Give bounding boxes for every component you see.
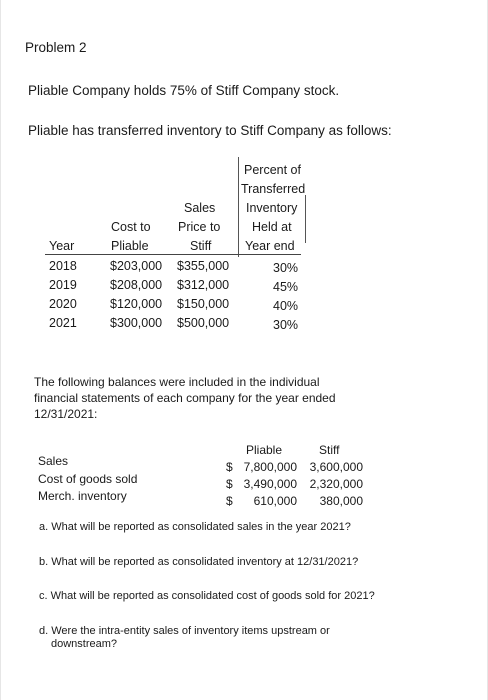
pliable-value: 3,490,000 [243, 477, 297, 491]
header-price-line3: Stiff [190, 239, 212, 253]
transfer-intro: Pliable has transferred inventory to Stiff Company as follows: [28, 123, 392, 138]
header-price-line1: Sales [184, 201, 216, 215]
header-percent-line5: Year end [245, 239, 295, 253]
header-percent-line4: Held at [252, 220, 292, 234]
header-price-line2: Price to [178, 220, 221, 234]
row-cost: $208,000 [110, 278, 163, 292]
row-percent: 30% [273, 261, 299, 275]
question-d-line2: downstream? [51, 638, 118, 650]
row-price: $312,000 [177, 278, 230, 292]
header-cost-line1: Cost to [111, 220, 151, 234]
header-percent-line2: Transferred [241, 182, 306, 196]
header-percent-line1: Percent of [244, 163, 301, 177]
header-year: Year [49, 239, 75, 253]
column-header-pliable: Pliable [246, 443, 283, 457]
dollar-sign: $ [226, 494, 233, 508]
ownership-statement: Pliable Company holds 75% of Stiff Company stock. [28, 83, 340, 98]
table-divider-line [238, 157, 239, 257]
row-price: $150,000 [177, 297, 230, 311]
pliable-value: 610,000 [253, 494, 297, 508]
header-cost-line2: Pliable [111, 239, 149, 253]
balances-intro-line1: The following balances were included in the individual [34, 375, 320, 389]
row-percent: 40% [273, 299, 299, 313]
balances-intro-line2: financial statements of each company for the year ended [34, 391, 336, 405]
row-year: 2020 [49, 297, 77, 311]
row-price: $355,000 [177, 259, 230, 273]
row-year: 2019 [49, 278, 77, 292]
header-underline [45, 254, 301, 255]
row-cost: $300,000 [110, 316, 163, 330]
row-cost: $120,000 [110, 297, 163, 311]
column-header-stiff: Stiff [319, 443, 340, 457]
question-d-line1: d. Were the intra-entity sales of inventory items upstream or [39, 625, 330, 637]
row-cost: $203,000 [110, 259, 163, 273]
stiff-value: 380,000 [319, 494, 363, 508]
question-a: a. What will be reported as consolidated sales in the year 2021? [39, 521, 351, 533]
row-price: $500,000 [177, 316, 230, 330]
table-divider-line [305, 195, 306, 243]
dollar-sign: $ [226, 477, 233, 491]
question-c: c. What will be reported as consolidated cost of goods sold for 2021? [39, 590, 375, 602]
row-year: 2021 [49, 316, 77, 330]
balance-row-label: Cost of goods sold [38, 472, 138, 486]
header-percent-line3: Inventory [246, 201, 298, 215]
row-year: 2018 [49, 259, 77, 273]
balance-row-label: Merch. inventory [38, 489, 127, 503]
question-b: b. What will be reported as consolidated inventory at 12/31/2021? [39, 556, 359, 568]
row-percent: 45% [273, 280, 299, 294]
balances-intro-line3: 12/31/2021: [34, 407, 98, 421]
balance-row-label: Sales [38, 454, 69, 468]
row-percent: 30% [273, 318, 299, 332]
stiff-value: 3,600,000 [309, 460, 363, 474]
problem-title: Problem 2 [25, 40, 87, 55]
pliable-value: 7,800,000 [243, 460, 297, 474]
stiff-value: 2,320,000 [309, 477, 363, 491]
dollar-sign: $ [226, 460, 233, 474]
